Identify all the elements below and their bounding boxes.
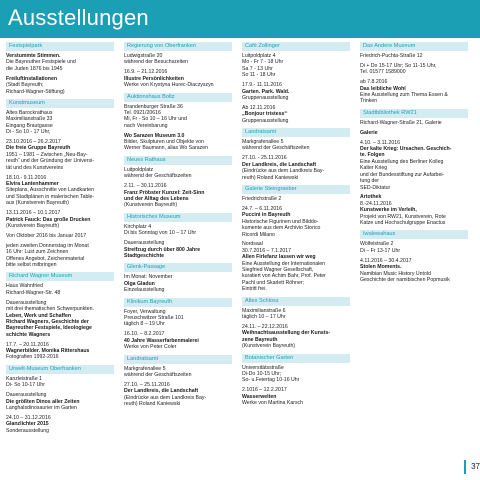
entry-text: Im Monat: November [124, 274, 173, 281]
listing-entry [6, 342, 114, 361]
venue-header: Regierung von Oberfranken [124, 42, 232, 51]
entry-text: Gruppenausstellung [242, 94, 289, 101]
entry-title: Allen Firlefanz lassen wir weg [242, 254, 316, 261]
listing-entry [242, 387, 350, 406]
entry-text: Tel. 01577 1589000 [360, 69, 406, 76]
entry-text: Historische Figurinen und Bilddo- [242, 218, 319, 225]
venue-section [6, 99, 114, 268]
entry-text: (Stadt Bayreuth; [6, 82, 44, 89]
entry-text: kuratiert von Achim Bahr, Prof. Peter [242, 273, 326, 280]
entry-text: 17.9.- 11.11.2016 [242, 82, 282, 89]
listing-entry [360, 63, 468, 76]
entry-title: Richard Wagners, Geschichte der [6, 318, 89, 325]
entry-title: zene Bayreuth [242, 336, 278, 343]
entry-text: 1951 – 1981 – Zwischen „Neu-Bay- [6, 151, 88, 158]
entry-text: Wölfelstraße 2 [360, 241, 394, 248]
entry-title: Der Landkreis, die Landschaft [242, 161, 317, 168]
entry-text: Die Bayreuther Festspiele und [6, 59, 76, 66]
venue-header: Stadtbibliothek RW21 [360, 109, 468, 118]
entry-title: Die größten Dinos aller Zeiten [6, 398, 80, 405]
listing-entry [242, 308, 350, 321]
listing-entry [124, 331, 232, 350]
venue-header: Botanischer Garten [242, 354, 350, 363]
listing-entry [124, 240, 232, 259]
listing-entry [360, 140, 468, 191]
entry-title: Wagnerbilder. Monika Rittershaus [6, 348, 90, 355]
listing-entry [6, 300, 114, 338]
entry-text: die Juden 1876 bis 1945 [6, 65, 63, 72]
listing-columns [6, 42, 468, 466]
entry-text: Trinken [360, 98, 378, 105]
listing-entry [242, 324, 350, 350]
entry-text: Gruppenausstellung [242, 117, 289, 124]
listing-entry [6, 110, 114, 136]
entry-text: Tel. 0921/20616 [124, 109, 161, 116]
entry-text: Eingang Brautgasse [6, 122, 53, 129]
venue-section [124, 42, 232, 89]
venue-section [124, 213, 232, 260]
entry-text: Markgrafenallee 5 [124, 365, 166, 372]
entry-text: Altes Barockrathaus [6, 109, 53, 116]
column-2 [124, 42, 232, 466]
entry-text: Bilder, Skulpturen und Objekte von [124, 139, 204, 146]
entry-text: (Kunstverein Bayreuth) [242, 343, 296, 350]
entry-text: (Kunstverein Bayreuth) [6, 222, 60, 229]
listing-entry [6, 283, 114, 296]
entry-text: während der Geschäftszeiten [242, 145, 310, 152]
entry-text: Richard-Wagner-Straße 21, Galerie [360, 119, 442, 126]
listing-entry [6, 243, 114, 269]
venue-section [124, 93, 232, 152]
venue-header: Urwelt-Museum Oberfranken [6, 365, 114, 374]
entry-title: Wasserwelten [242, 393, 277, 400]
venue-section [360, 109, 468, 227]
entry-text: täglich 10 – 17 Uhr [242, 314, 286, 321]
listing-entry [6, 392, 114, 411]
entry-text: tung der [360, 178, 380, 185]
entry-text: 4.10. – 3.11.2016 [360, 139, 400, 146]
listing-entry [124, 133, 232, 152]
entry-text: Pachl und Skarlett Röhner; [242, 279, 304, 286]
entry-text: 13.11.2016 – 10.1.2017 [6, 210, 61, 217]
entry-text: Mo - Fr 7 - 18 Uhr [242, 59, 284, 66]
listing-entry [360, 130, 468, 136]
entry-text: 24.7. – 6.11.2016 [242, 205, 282, 212]
entry-text: 2.1016 – 12.2.2017 [242, 387, 287, 394]
entry-text: Foyer, Verwaltung [124, 308, 166, 315]
listing-entry [6, 53, 114, 72]
entry-text: Sa 7 - 13 Uhr [242, 65, 273, 72]
entry-title: Der Landkreis, die Landschaft [124, 388, 199, 395]
entry-title: Garten. Park. Wald. [242, 88, 290, 95]
entry-text: tät und des Kunstvereins [6, 164, 64, 171]
listing-entry [242, 196, 350, 202]
entry-text: Eine Ausstellung des Berliner Kolleg [360, 158, 444, 165]
entry-text: Luitpoldplatz 4 [242, 53, 276, 59]
entry-text: 24.10 – 31.12.2016 [6, 414, 51, 421]
entry-text: ab 7.8.2016 [360, 79, 388, 86]
listing-entry [242, 155, 350, 181]
entry-text: Di – Fr 13-17 Uhr [360, 247, 401, 254]
entry-title: Stolen Moments. [360, 264, 402, 271]
entry-text: Haus Wahnfried [6, 283, 44, 290]
venue-section [242, 128, 350, 181]
entry-text: 16.9. – 21.12.2016 [124, 69, 168, 76]
entry-title: Leben, Werk und Schaffen [6, 312, 72, 319]
listing-entry [242, 365, 350, 384]
entry-text: während der Geschäftszeiten [124, 173, 192, 180]
entry-text: Dauerausstellung [124, 240, 165, 247]
listing-entry [124, 183, 232, 209]
entry-title: Streifzug durch über 800 Jahre [124, 246, 201, 253]
entry-title: und der Alltag des Lebens [124, 196, 189, 202]
venue-section [6, 365, 114, 434]
entry-title: Wo Sarazen Museum 3.0 [124, 132, 185, 139]
venue-header: Richard Wagner Museum [6, 272, 114, 281]
entry-text: mit drei thematischen Schwerpunkten. [6, 306, 94, 313]
entry-text: Ricordi Milano [242, 231, 275, 238]
venue-header: Landratsamt [242, 128, 350, 137]
entry-title: Franz Pröbster Kunzel: Zeit-Sinn [124, 189, 205, 196]
listing-entry [242, 139, 350, 152]
entry-text: 24.11. – 22.12.2016 [242, 324, 288, 330]
listing-entry [360, 194, 468, 226]
entry-text: Langhalsdinosaurier im Garten [6, 404, 77, 411]
venue-header: Café Zollinger [242, 42, 350, 51]
entry-title: Glanzlichter 2015 [6, 421, 49, 428]
entry-text: (Eindrücke aus dem Landkreis Bay- [242, 168, 325, 175]
listing-entry [242, 241, 350, 292]
entry-title: Verstummte Stimmen. [6, 53, 61, 59]
listing-entry [6, 233, 114, 239]
venue-header: Iwalewahaus [360, 230, 468, 239]
entry-text: 16.10. – 8.2.2017 [124, 331, 165, 338]
entry-title: Artothek [360, 194, 382, 201]
entry-text: reuth) Roland Kaniewski [124, 401, 181, 408]
entry-text: Ludwigstraße 20 [124, 53, 163, 59]
column-4 [360, 42, 468, 466]
venue-section [124, 156, 232, 209]
listing-entry [360, 79, 468, 105]
page-number: 37 [464, 460, 480, 474]
entry-title: Stadtgeschichte [124, 252, 165, 259]
venue-section [124, 263, 232, 293]
listing-entry [6, 76, 114, 95]
entry-text: reuth“ und der Gründung der Universi- [6, 158, 94, 165]
page-title: Ausstellungen [8, 5, 149, 30]
entry-text: Preuschwitzer Straße 101 [124, 314, 184, 321]
entry-title: Die freie Gruppe Bayreuth [6, 145, 71, 152]
entry-text: Maximilianstraße 6 [242, 307, 286, 314]
entry-text: Markgrafenallee 5 [242, 139, 284, 146]
venue-header: Glenk-Passage [124, 263, 232, 272]
entry-text: 17.7. – 20.11.2016 [6, 341, 49, 348]
venue-header: Galerie Steingraeber [242, 185, 350, 194]
venue-section [124, 355, 232, 408]
entry-title: Patrick Fauck: Das große Drucken [6, 216, 91, 223]
listing-entry [6, 210, 114, 229]
entry-text: Werke von Krystyna Hurec-Diaczyszyn [124, 82, 214, 89]
entry-title: Der kalte Krieg: Ursachen. Geschich- [360, 146, 452, 153]
entry-text: kumente aus dem Archivio Storico [242, 225, 321, 232]
listing-entry [6, 175, 114, 207]
listing-entry [360, 258, 468, 284]
entry-text: Sonderausstellung [6, 427, 49, 434]
venue-header: Das Andere Museum [360, 42, 468, 51]
entry-text: Di + Do 15-17 Uhr; So 11-15 Uhr, [360, 62, 437, 69]
entry-title: Galerie [360, 129, 378, 136]
entry-text: bitte selbst mitbringen [6, 261, 57, 268]
entry-text: Offenes Angebot, Zeichenmaterial [6, 255, 85, 262]
listing-entry [124, 167, 232, 180]
listing-entry [6, 376, 114, 389]
listing-entry [6, 139, 114, 171]
entry-text: So- u.Feiertag 10-16 Uhr [242, 377, 300, 384]
venue-section [124, 298, 232, 351]
entry-text: Maximilianstraße 33 [6, 116, 53, 123]
venue-section [360, 42, 468, 105]
entry-text: 2.11. – 30.11.2016 [124, 183, 167, 190]
entry-text: Von Oktober 2016 bis Januar 2017 [6, 232, 87, 239]
listing-entry [124, 274, 232, 293]
entry-title: Puccini in Bayreuth [242, 212, 291, 219]
entry-title: schichte Wagners [6, 331, 51, 338]
entry-text: 18.10.- 9.11.2016 [6, 174, 47, 181]
entry-title: Elvira Lantenhammer [6, 181, 59, 187]
listing-entry [124, 69, 232, 88]
entry-title: „Bonjour tristess“ [242, 111, 287, 118]
venue-section [6, 272, 114, 360]
entry-text: Siteplans, Ausschnitte von Landkarten [6, 187, 94, 194]
entry-text: SED-Diktatur [360, 184, 391, 191]
entry-text: 8.-24.11.2016 [360, 200, 392, 207]
entry-text: Brandenburger Straße 36 [124, 103, 183, 110]
entry-text: Richard-Wagner-Stiftung) [6, 88, 65, 95]
entry-text: (Kunstverein Bayreuth) [124, 202, 178, 209]
entry-text: 30.7.2016 – 7.1.2017 [242, 247, 292, 254]
entry-text: 23.10.2016 – 26.2.2017 [6, 139, 61, 146]
entry-text: Richard-Wagner-Str. 48 [6, 289, 61, 296]
entry-title: Olga Gladun [124, 280, 155, 287]
entry-text: reuth) Roland Kaniewski [242, 174, 299, 181]
entry-text: Universitätsstraße [242, 364, 284, 371]
venue-header: Auktionshaus Boltz [124, 93, 232, 102]
entry-text: während der Besuchszeiten [124, 59, 189, 66]
entry-text: Einzelausstellung [124, 287, 165, 294]
listing-entry [124, 366, 232, 379]
entry-text: Kirchplatz 4 [124, 223, 152, 230]
entry-text: Eintritt frei. [242, 286, 267, 293]
entry-text: Siegfried Wagner Gesellschaft, [242, 267, 314, 274]
venue-section [360, 230, 468, 283]
entry-title: te. Folgen [360, 152, 385, 159]
venue-header: Landratsamt [124, 355, 232, 364]
entry-text: Fotografien 1992-2016 [6, 354, 59, 361]
entry-text: Eine Ausstellung der Internationalen [242, 260, 326, 267]
entry-title: 40 Jahre Wasserfarbenmalerei [124, 337, 199, 344]
venue-section [242, 42, 350, 124]
venue-header: Klinikum Bayreuth [124, 298, 232, 307]
venue-section [242, 297, 350, 350]
entry-text: Luitpoldplatz [124, 166, 154, 173]
listing-entry [242, 53, 350, 79]
entry-text: Eine Ausstellung zum Thema Essen & [360, 92, 448, 99]
listing-entry [242, 82, 350, 101]
entry-text: Geschichte der namibischen Popmusik [360, 276, 450, 283]
venue-header: Altes Schloss [242, 297, 350, 306]
entry-text: 16 Uhr: Lust zum Zeichnen [6, 249, 69, 256]
listing-entry [124, 382, 232, 408]
listing-entry [360, 120, 468, 126]
listing-entry [6, 415, 114, 434]
entry-text: Kalter Krieg [360, 165, 388, 172]
entry-text: nach Vereinbarung [124, 122, 168, 129]
listing-entry [242, 206, 350, 238]
entry-text: Dauerausstellung [6, 299, 47, 306]
listing-entry [124, 309, 232, 328]
entry-text: Namibian Music History Untold [360, 270, 431, 277]
entry-text: Di- So 10-17 Uhr [6, 382, 45, 389]
entry-text: 27.10. - 25.11.2016 [242, 155, 287, 162]
entry-text: Katze und Hochschulgruppe Enactus [360, 220, 446, 227]
entry-text: und Stadtplänen in malerischen Table- [6, 193, 95, 200]
entry-text: Projekt von RW21, Kunstverein, Rote [360, 213, 446, 220]
entry-title: Freiluftinstallationen [6, 75, 58, 82]
entry-text: Werner Baumann, alias Wo Sarazen [124, 145, 209, 152]
entry-title: Kunstwerke im Verleih, [360, 207, 417, 214]
listing-entry [360, 53, 468, 59]
entry-text: Di bis Sonntag von 10 – 17 Uhr [124, 230, 197, 237]
venue-header: Kunstmuseum [6, 99, 114, 108]
entry-text: Dauerausstellung [6, 392, 47, 399]
entry-text: aus (Kunstverein Bayreuth) [6, 200, 69, 207]
entry-text: jeden zweiten Donnerstag im Monat [6, 242, 89, 249]
entry-text: und der Bundesstiftung zur Aufarbei- [360, 171, 445, 178]
entry-title: Das leibliche Wohl [360, 85, 406, 92]
listing-entry [124, 104, 232, 130]
entry-text: Nordsaal [242, 241, 263, 248]
entry-text: Di-Do 10-15 Uhr; [242, 371, 282, 378]
entry-text: Ab 12.11.2016 [242, 104, 276, 111]
venue-header: Festspielpark [6, 42, 114, 51]
page-header-banner [0, 0, 480, 38]
listing-entry [360, 241, 468, 254]
listing-entry [124, 53, 232, 66]
entry-text: 27.10. – 25.11.2016 [124, 381, 170, 388]
entry-title: Bayreuther Festspiele, Ideologiege [6, 325, 92, 332]
entry-text: Kanzleistraße 1 [6, 375, 43, 382]
listing-entry [242, 105, 350, 124]
entry-text: Werke von Martina Karsch [242, 400, 304, 407]
entry-text: 4.11.2016 – 30.4.2017 [360, 257, 412, 264]
entry-text: So 11 - 18 Uhr [242, 72, 276, 79]
column-1 [6, 42, 114, 466]
venue-section [242, 185, 350, 293]
entry-text: Werke von Peter Coler [124, 344, 177, 351]
entry-text: während der Geschäftszeiten [124, 371, 192, 378]
entry-text: Friedrichstraße 2 [242, 196, 282, 202]
entry-text: Di - So 10 - 17 Uhr, [6, 129, 51, 136]
column-3 [242, 42, 350, 466]
venue-section [242, 354, 350, 407]
entry-title: Weihnachtsausstellung der Kunsts- [242, 330, 331, 337]
venue-header: Neues Rathaus [124, 156, 232, 165]
entry-text: täglich 8 – 19 Uhr [124, 321, 165, 328]
entry-text: (Eindrücke aus dem Landkreis Bay- [124, 394, 207, 401]
venue-section [6, 42, 114, 95]
venue-header: Historisches Museum [124, 213, 232, 222]
entry-title: Illustre Persönlichkeiten [124, 75, 184, 82]
listing-entry [124, 224, 232, 237]
entry-text: Friedrich-Puchta-Straße 12 [360, 53, 423, 59]
entry-text: Mi, Fr - So 10 – 16 Uhr und [124, 116, 187, 123]
